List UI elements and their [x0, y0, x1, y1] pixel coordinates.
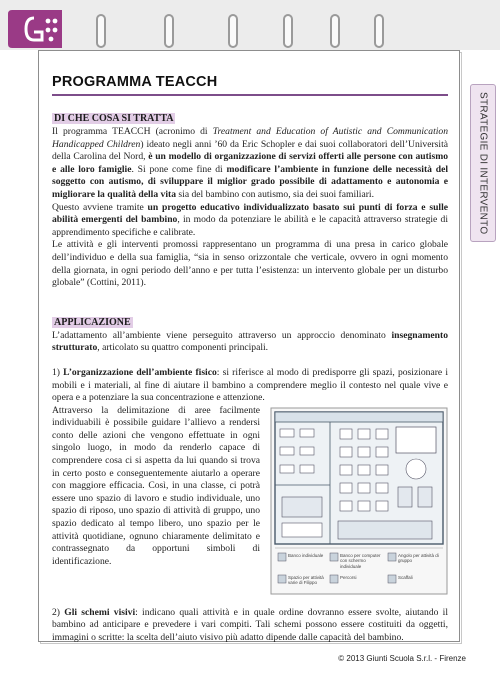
- binder-ring-icon: [283, 14, 293, 48]
- legend-label: Angolo per attività di gruppo: [398, 552, 439, 564]
- list-item-title: Gli schemi visivi: [64, 606, 136, 618]
- list-item-2: [52, 607, 448, 645]
- paragraph-global: Le attività e gli interventi promossi rappresentano un programma di una presa in carico globale dell’individuo e della sua famiglia, “sia in senso orizzontale che verticale, ovvero in ogni momento della giornata, in ogni periodo dell’anno e per tutta l’esistenza: un intervento globale per un disturbo globale” (Cottini, 2011).: [52, 239, 448, 289]
- paragraph-project: [52, 202, 448, 240]
- list-item-1: [52, 367, 448, 405]
- side-tab-label: STRATEGIE DI INTERVENTO: [477, 91, 489, 235]
- legend-label: Spazio per attività varie di Filippo: [288, 574, 324, 586]
- page-content: [52, 74, 448, 644]
- list-item-title: L’organizzazione dell’ambiente fisico: [63, 366, 217, 378]
- copyright-footer: © 2013 Giunti Scuola S.r.l. - Firenze: [338, 654, 466, 663]
- binder-ring-icon: [164, 14, 174, 48]
- acronym-expansion: Treatment and Education of Autistic and Communication Handicapped Children: [52, 126, 448, 150]
- text-run: ) ideato negli anni ’60 da Eric Schopler e dai suoi collaboratori dell’Università della Carolina del Nord,: [52, 138, 449, 163]
- list-number: 2): [52, 606, 65, 618]
- legend-label: Percorsi: [340, 574, 357, 580]
- legend-label: Scaffali: [398, 574, 413, 580]
- text-run: , in modo da potenziare le abilità e le capacità attraverso strategie di apprendimento specifiche e calibrate.: [52, 214, 448, 238]
- text-run: : indicano quali attività e in quale ordine dovranno essere svolte, aiutando il bambino ad anticipare e prevedere i vari compiti. Tali schemi possono essere costituiti da oggetti, immagini o scritte: la scelta dell’aiuto visivo più adatto dipende dalle capacità del bambino.: [52, 606, 449, 643]
- text-run: . Si pone come fine di: [131, 163, 227, 175]
- binder-strip: [0, 0, 500, 50]
- text-run: Questo avviene tramite: [52, 201, 148, 213]
- text-run: Il programma TEACCH (acronimo di: [52, 126, 213, 137]
- page-title: PROGRAMMA TEACCH: [52, 74, 218, 90]
- text-run: L’adattamento all’ambiente viene perseguito attraverso un approccio denominato: [52, 329, 392, 341]
- binder-ring-icon: [96, 14, 106, 48]
- section-heading-what: DI CHE COSA SI TRATTA: [54, 113, 174, 124]
- emphasis: insegnamento strutturato: [52, 329, 448, 354]
- binder-ring-icon: [228, 14, 238, 48]
- paragraph-application: [52, 330, 448, 355]
- section-side-tab: [470, 84, 496, 242]
- binder-ring-icon: [330, 14, 340, 48]
- classroom-floorplan-figure: [270, 407, 448, 595]
- legend-label: Banco individuale: [288, 552, 324, 558]
- text-run: sia del bambino con autismo, sia dei suoi familiari.: [176, 188, 374, 200]
- emphasis: modificare l’ambiente in funzione delle necessità del soggetto con autismo, di sviluppare il miglior grado possibile di adattamento e autonomia e migliorare la qualità della vita: [52, 163, 449, 200]
- title-divider: [52, 94, 448, 96]
- paragraph-intro: [52, 126, 448, 202]
- section-heading-application: APPLICAZIONE: [54, 316, 131, 328]
- text-with-figure: [52, 405, 448, 595]
- binder-ring-icon: [374, 14, 384, 48]
- list-number: 1): [52, 366, 64, 378]
- emphasis: un progetto educativo individualizzato basato sui punti di forza e sulle abilità emergenti del bambino: [52, 201, 449, 226]
- text-run: , articolato su quattro componenti principali.: [97, 342, 269, 354]
- paragraph-spaces: Attraverso la delimitazione di aree facilmente individuabili è possibile guidare l’allievo a rendersi conto delle azioni che vengono effettuate in ogni singolo luogo, in modo da renderlo capace di comprendere cosa ci si aspetta da lui quando si trova in certo posto e conseguentemente aiutarlo a operare con maggiore efficacia. Così, in una classe, ci potrà essere uno spazio di lavoro e studio individuale, uno spazio di riposo, uno spazio di attività di gruppo, uno spazio dedicato al tempo libero, uno spazio per le attività quotidiane, ognuno chiaramente delimitato e contrassegnato da opportuni simboli di identificazione.: [52, 404, 260, 567]
- legend-label: Banco per computer con schermo individuale: [340, 552, 381, 569]
- publisher-logo-icon: [4, 8, 66, 50]
- text-run: : si riferisce al modo di predisporre gli spazi, posizionare i mobili e i materiali, al fine di aiutare il bambino a comprendere meglio il contesto nel quale vive e opera e a potenziare la sua concentrazione e attenzione.: [52, 366, 449, 404]
- emphasis: è un modello di organizzazione di servizi offerti alle persone con autismo e alle loro famiglie: [52, 151, 448, 175]
